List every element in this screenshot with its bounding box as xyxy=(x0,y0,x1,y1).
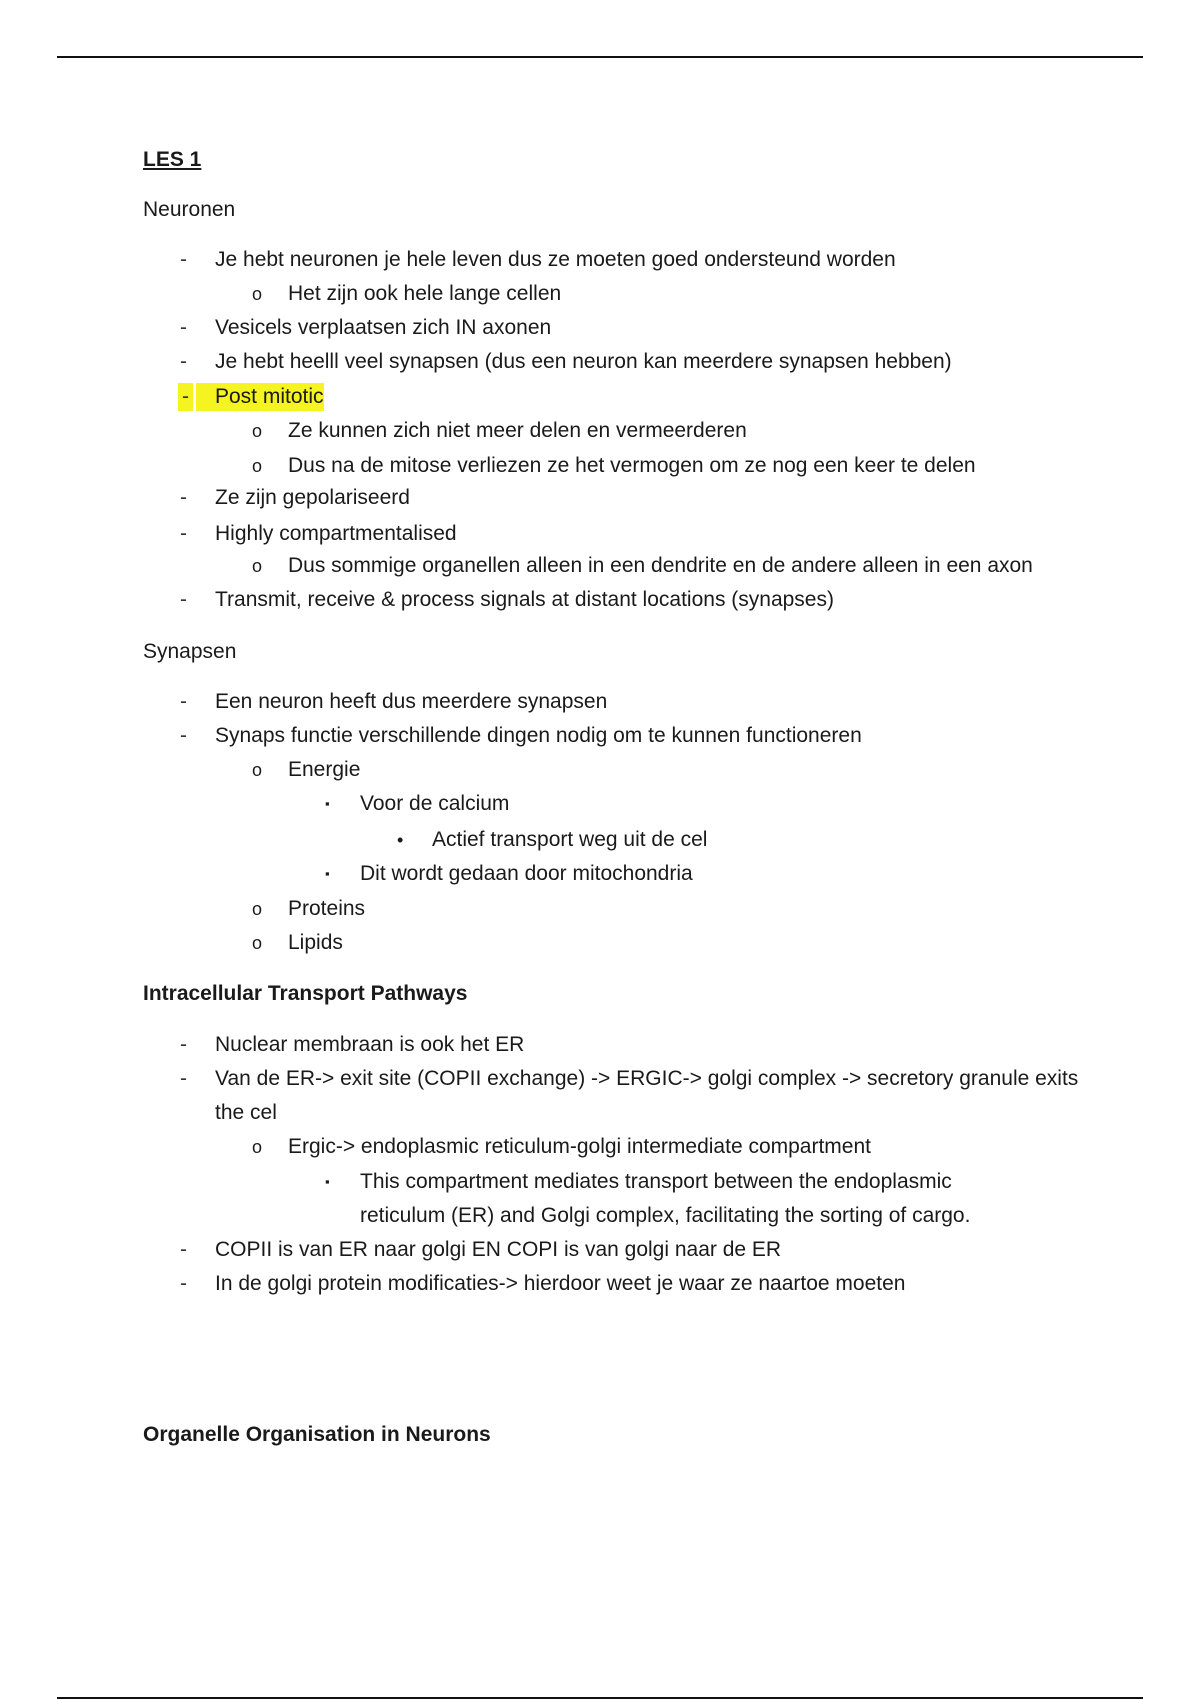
dash-bullet: - xyxy=(178,383,193,411)
dash-bullet: - xyxy=(180,486,187,509)
circle-bullet: o xyxy=(252,1137,263,1157)
section-title-organelle: Organelle Organisation in Neurons xyxy=(143,1423,491,1446)
footer-rule xyxy=(57,1697,1143,1699)
dash-bullet: - xyxy=(180,690,187,713)
dash-bullet: - xyxy=(180,1238,187,1261)
dash-bullet: - xyxy=(180,1067,187,1090)
lesson-heading: LES 1 xyxy=(143,148,202,171)
dot-bullet: • xyxy=(397,830,404,850)
circle-bullet: o xyxy=(252,933,263,953)
circle-bullet: o xyxy=(252,421,263,441)
square-bullet: ▪ xyxy=(325,866,330,881)
dash-bullet: - xyxy=(180,1033,187,1056)
dash-bullet: - xyxy=(180,1272,187,1295)
square-bullet: ▪ xyxy=(325,796,330,811)
circle-bullet: o xyxy=(252,284,263,304)
circle-bullet: o xyxy=(252,556,263,576)
dash-bullet: - xyxy=(180,248,187,271)
circle-bullet: o xyxy=(252,899,263,919)
dash-bullet: - xyxy=(180,316,187,339)
square-bullet: ▪ xyxy=(325,1174,330,1189)
dash-bullet: - xyxy=(180,522,187,545)
circle-bullet: o xyxy=(252,760,263,780)
dash-bullet: - xyxy=(180,724,187,747)
document-page: LES 1 Neuronen - Je hebt neuronen je hele leven dus ze moeten goed ondersteund worden o Het zijn ook hele lange cellen - Vesicels verplaatsen zich IN axonen - Je hebt heelll veel synapsen (dus een neuron kan meerdere synapsen hebben) - Post mitotic o Ze kunnen zich niet meer delen en vermeerderen o Dus na de mitose verliezen ze het vermogen om ze nog een keer te delen - Ze zijn gepolariseerd - Highly compartmentalised o Dus sommige organellen alleen in een dendrite en de andere alleen in een axon - Transmit, receive & process signals at distant locations (synapses) Synapsen - Een neuron heeft dus meerdere synapsen - Synaps functie verschillende dingen nodig om te kunnen functioneren o Energie ▪ Voor de calcium • Actief transport weg uit de cel ▪ Dit wordt gedaan door mitochondria o Proteins o Lipids Intracellular Transport Pathways - Nuclear membraan is ook het ER - Van de ER-> exit site (COPII exchange) -> ERGIC-> golgi complex -> secretory granule exits the cel o Ergic-> endoplasmic reticulum-golgi intermediate compartment ▪ This compartment mediates transport between the endoplasmic reticulum (ER) and Golgi complex, facilitating the sorting of cargo. - COPII is van ER naar golgi EN COPI is van golgi naar de ER - In de golgi protein modificaties-> hierdoor weet je waar ze naartoe moeten Organelle Organisation in Neurons xyxy=(0,0,1200,1700)
dash-bullet: - xyxy=(180,588,187,611)
dash-bullet: - xyxy=(180,350,187,373)
section-title-synapsen: Synapsen xyxy=(143,640,237,663)
highlighted-text: Post mitotic xyxy=(196,383,324,411)
circle-bullet: o xyxy=(252,456,263,476)
section-title-transport: Intracellular Transport Pathways xyxy=(143,982,468,1005)
section-title-neuronen: Neuronen xyxy=(143,198,236,221)
